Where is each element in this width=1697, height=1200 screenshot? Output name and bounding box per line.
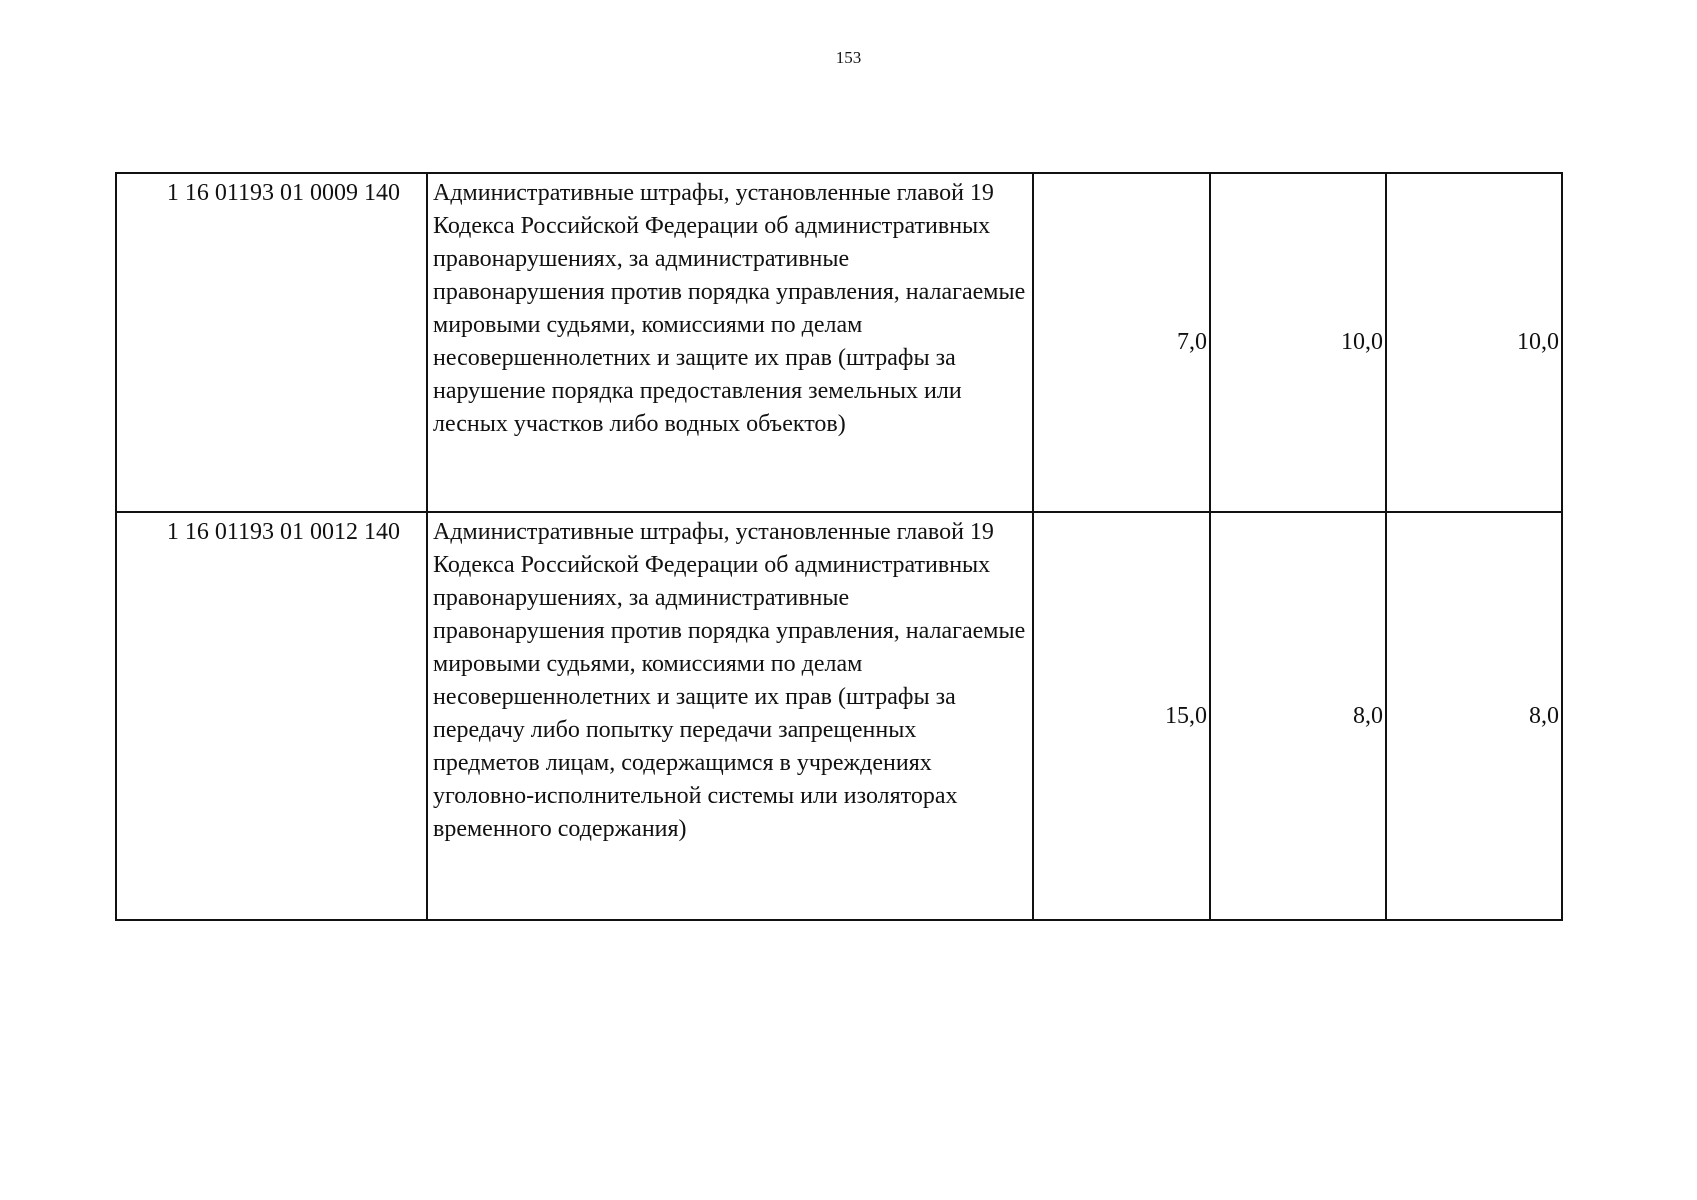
value-cell-year-2: 10,0: [1210, 173, 1386, 512]
budget-code-cell: 1 16 01193 01 0009 140: [116, 173, 427, 512]
value-cell-year-3: 8,0: [1386, 512, 1562, 920]
revenue-table: [115, 172, 1563, 921]
value-cell-year-2: 8,0: [1210, 512, 1386, 920]
budget-code-cell: 1 16 01193 01 0012 140: [116, 512, 427, 920]
table-row: [116, 512, 1562, 920]
value-cell-year-1: 15,0: [1033, 512, 1210, 920]
page-number: 153: [835, 48, 862, 67]
value-cell-year-3: 10,0: [1386, 173, 1562, 512]
description-cell: Административные штрафы, установленные главой 19 Кодекса Российской Федерации об административных правонарушениях, за административные правонарушения против порядка управления, налагаемые мировыми судьями, комиссиями по делам несовершеннолетних и защите их прав (штрафы за передачу либо попытку передачи запрещенных предметов лицам, содержащимся в учреждениях уголовно-исполнительной системы или изоляторах временного содержания): [427, 512, 1033, 920]
table-row: [116, 173, 1562, 512]
description-cell: Административные штрафы, установленные главой 19 Кодекса Российской Федерации об административных правонарушениях, за административные правонарушения против порядка управления, налагаемые мировыми судьями, комиссиями по делам несовершеннолетних и защите их прав (штрафы за нарушение порядка предоставления земельных или лесных участков либо водных объектов): [427, 173, 1033, 512]
value-cell-year-1: 7,0: [1033, 173, 1210, 512]
